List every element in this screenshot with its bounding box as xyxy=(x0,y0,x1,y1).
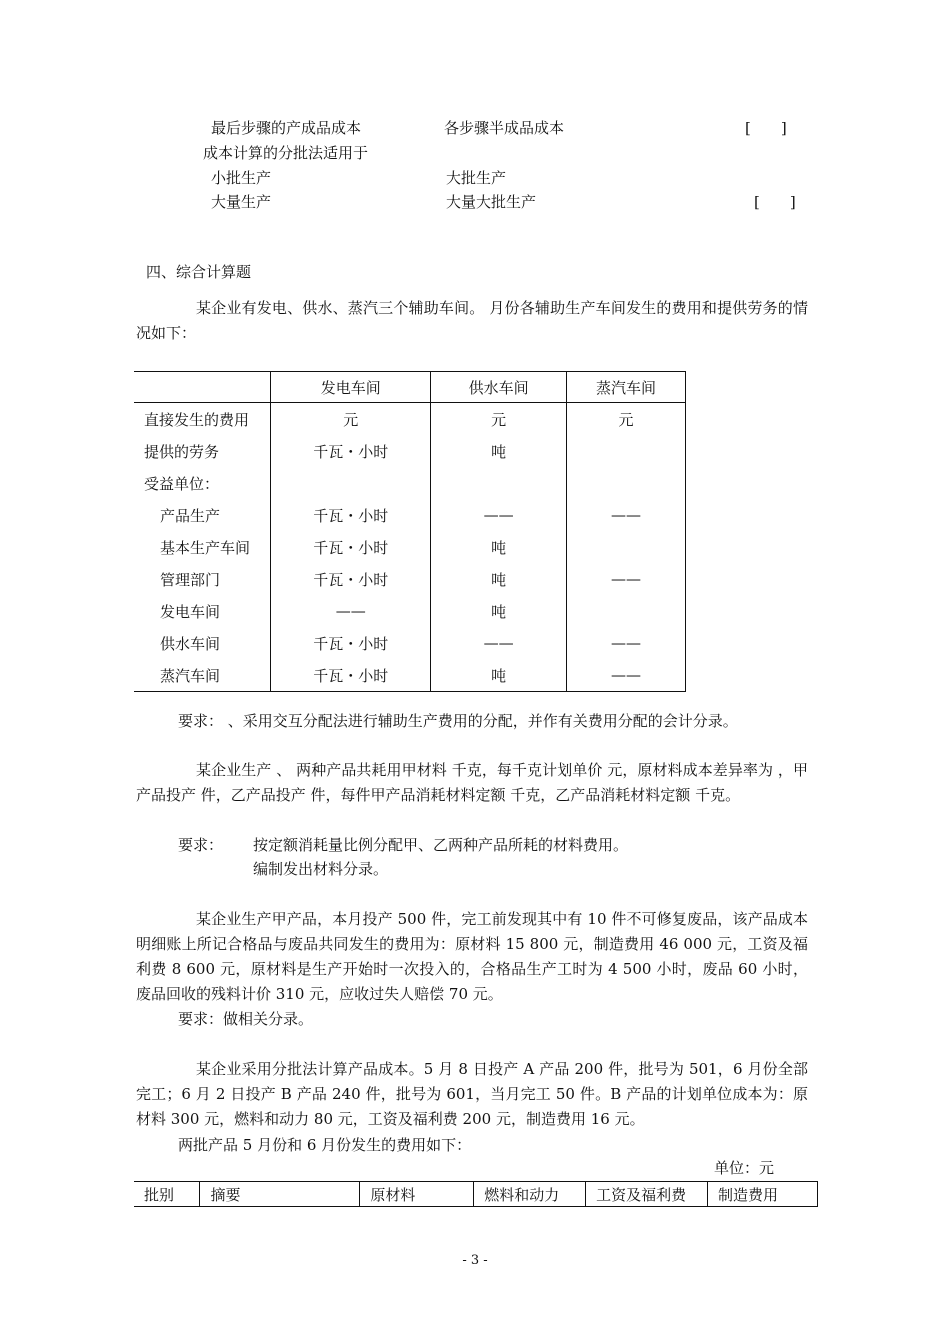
table-cell: 元 xyxy=(567,403,686,436)
table-cell: 吨 xyxy=(431,595,567,627)
table-cell: 千瓦・小时 xyxy=(271,435,431,467)
table-header-row xyxy=(134,372,686,403)
row-label: 提供的劳务 xyxy=(144,442,220,461)
table-cell: 吨 xyxy=(431,435,567,467)
table-cell: —— xyxy=(431,627,567,659)
table-header-cell: 发电车间 xyxy=(271,372,431,403)
table-cell: 千瓦・小时 xyxy=(271,659,431,692)
table-row xyxy=(134,467,686,499)
table-cell: 元 xyxy=(431,403,567,436)
row-label: 直接发生的费用 xyxy=(144,410,250,429)
row-label: 管理部门 xyxy=(160,570,221,589)
section-title: 四、综合计算题 xyxy=(146,263,252,281)
table-header-row xyxy=(134,1182,818,1207)
choice-option-c: 大量生产 xyxy=(211,193,272,211)
answer-bracket: [ ] xyxy=(745,119,787,137)
table-cell: 元 xyxy=(271,403,431,436)
table-cell: 吨 xyxy=(431,659,567,692)
table-row xyxy=(134,403,686,436)
question-stem: 成本计算的分批法适用于 xyxy=(203,144,369,162)
table-cell: —— xyxy=(271,595,431,627)
table-cell: 吨 xyxy=(431,563,567,595)
table-header-cell: 供水车间 xyxy=(431,372,567,403)
table-cell: 千瓦・小时 xyxy=(271,563,431,595)
table-row xyxy=(134,627,686,659)
table-row xyxy=(134,435,686,467)
table-header-cell: 批别 xyxy=(134,1182,200,1207)
table-cell: 千瓦・小时 xyxy=(271,499,431,531)
table-row xyxy=(134,531,686,563)
problem4-line2: 两批产品 5 月份和 6 月份发生的费用如下： xyxy=(178,1136,472,1154)
choice-option-a: 小批生产 xyxy=(211,169,272,187)
problem2-requirement-1: 按定额消耗量比例分配甲、乙两种产品所耗的材料费用。 xyxy=(253,836,629,854)
table-header-cell: 摘要 xyxy=(200,1182,360,1207)
table-cell xyxy=(567,435,686,467)
table-cell: —— xyxy=(431,499,567,531)
row-label: 产品生产 xyxy=(160,506,221,525)
choice-option-d: 大量大批生产 xyxy=(446,193,537,211)
answer-bracket: [ ] xyxy=(754,193,796,211)
table-row xyxy=(134,499,686,531)
row-label: 蒸汽车间 xyxy=(134,659,271,692)
unit-label: 单位：元 xyxy=(714,1159,775,1177)
problem2-requirement-2: 编制发出材料分录。 xyxy=(253,860,389,878)
table-cell xyxy=(271,467,431,499)
problem3-text: 某企业生产甲产品，本月投产 500 件，完工前发现其中有 10 件不可修复废品，该产品成本明细账上所记合格品与废品共同发生的费用为：原材料 15 800 元，制造费用 46 000 元，工资及福利费 8 600 元，原材料是生产开始时一次投入的，合格品生产工时为 4 500 小时，废品 60 小时，废品回收的残料计价 310 元，应收过失人赔偿 70 元。 xyxy=(136,910,808,1003)
table-header-cell: 工资及福利费 xyxy=(586,1182,708,1207)
choice-option-b: 大批生产 xyxy=(446,169,507,187)
row-label: 基本生产车间 xyxy=(160,538,251,557)
table-header-cell: 蒸汽车间 xyxy=(567,372,686,403)
table-cell xyxy=(567,531,686,563)
problem2-text: 某企业生产 、 两种产品共耗用甲材料 千克，每千克计划单价 元，原材料成本差异率为 ，甲产品投产 件，乙产品投产 件，每件甲产品消耗材料定额 千克，乙产品消耗材料定额 千克。 xyxy=(136,761,808,804)
problem4-text: 某企业采用分批法计算产品成本。5 月 8 日投产 A 产品 200 件，批号为 501，6 月份全部完工；6 月 2 日投产 B 产品 240 件，批号为 601，当月完工 50 件。B 产品的计划单位成本为：原材料 300 元，燃料和动力 80 元，工资及福利费 200 元，制造费用 16 元。 xyxy=(136,1060,808,1128)
batch-cost-table xyxy=(134,1181,818,1207)
table-cell: —— xyxy=(567,499,686,531)
table-header-cell: 燃料和动力 xyxy=(474,1182,586,1207)
problem1-intro: 某企业有发电、供水、蒸汽三个辅助车间。 月份各辅助生产车间发生的费用和提供劳务的情况如下： xyxy=(136,299,808,342)
table-header-cell: 制造费用 xyxy=(708,1182,818,1207)
table-cell xyxy=(567,467,686,499)
table-cell: —— xyxy=(567,659,686,692)
table-cell: 千瓦・小时 xyxy=(271,627,431,659)
auxiliary-workshop-table xyxy=(134,371,686,692)
table-header-corner xyxy=(134,372,271,403)
table-row xyxy=(134,563,686,595)
table-cell xyxy=(567,595,686,627)
choice-option-a: 最后步骤的产成品成本 xyxy=(211,119,362,137)
row-label: 发电车间 xyxy=(160,602,221,621)
table-cell: —— xyxy=(567,563,686,595)
row-label: 受益单位： xyxy=(144,474,220,493)
table-cell xyxy=(431,467,567,499)
problem3-requirement: 要求：做相关分录。 xyxy=(178,1010,314,1028)
choice-option-b: 各步骤半成品成本 xyxy=(444,119,565,137)
table-row xyxy=(134,595,686,627)
table-cell: 吨 xyxy=(431,531,567,563)
table-row xyxy=(134,659,686,692)
row-label: 供水车间 xyxy=(160,634,221,653)
problem2-requirement-label: 要求： xyxy=(178,836,224,854)
page-number: - 3 - xyxy=(462,1253,488,1268)
table-cell: —— xyxy=(567,627,686,659)
table-header-cell: 原材料 xyxy=(360,1182,474,1207)
problem1-requirement: 要求： 、采用交互分配法进行辅助生产费用的分配，并作有关费用分配的会计分录。 xyxy=(178,712,738,730)
table-cell: 千瓦・小时 xyxy=(271,531,431,563)
